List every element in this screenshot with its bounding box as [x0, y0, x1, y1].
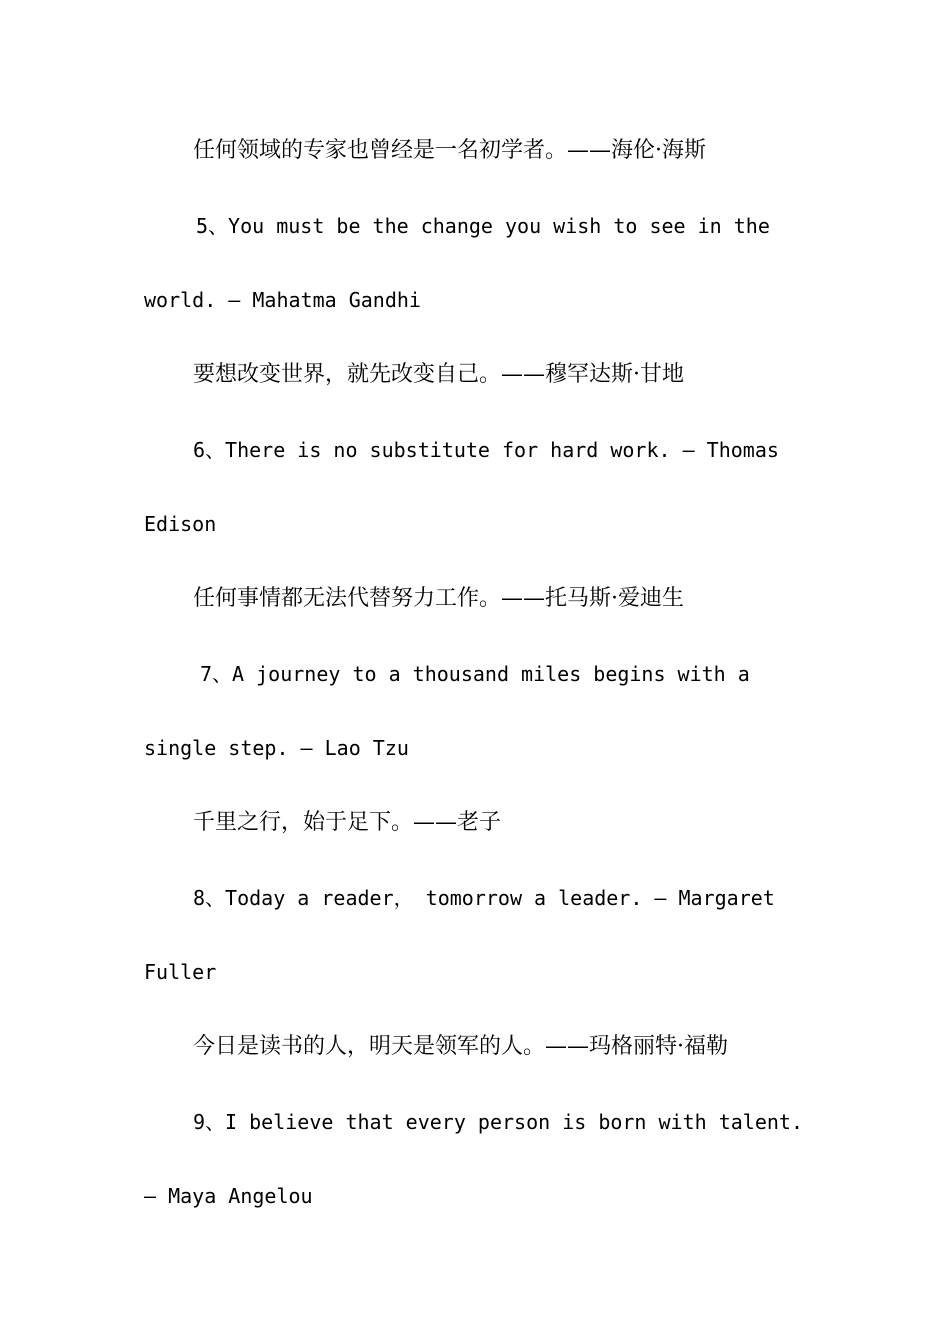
quote-8-english-line-2: Fuller [144, 960, 217, 984]
quote-5-english-line-2: world. – Mahatma Gandhi [144, 288, 421, 312]
quote-4-translation: 任何领域的专家也曾经是一名初学者。——海伦·海斯 [193, 138, 706, 163]
quote-7-english-line-2: single step. – Lao Tzu [144, 736, 409, 760]
quote-8-english-line-1 [193, 888, 805, 908]
quote-9-english-line-2: – Maya Angelou [144, 1184, 313, 1208]
quote-6-english-line-1 [193, 440, 805, 460]
quote-5-english-line-1 [196, 216, 805, 236]
quote-9-english-line-1: 9、I believe that every person is born with talent. [193, 1110, 804, 1134]
quote-8-translation: 今日是读书的人，明天是领军的人。——玛格丽特·福勒 [193, 1034, 728, 1059]
quote-6-english-line-2: Edison [144, 512, 217, 536]
quote-7-english-text-1: 7、A journey to a thousand miles begins with a [200, 662, 750, 686]
quote-5-english-text-1: 5、You must be the change you wish to see in the [196, 214, 770, 238]
quote-6-translation: 任何事情都无法代替努力工作。——托马斯·爱迪生 [193, 586, 684, 611]
quote-7-translation: 千里之行，始于足下。——老子 [193, 810, 502, 835]
quote-8-english-text-1: 8、Today a reader， tomorrow a leader. – Margaret [193, 886, 775, 910]
quote-6-english-text-1: 6、There is no substitute for hard work. – Thomas [193, 438, 779, 462]
quote-7-english-line-1 [200, 664, 805, 684]
quote-5-translation: 要想改变世界，就先改变自己。——穆罕达斯·甘地 [193, 362, 684, 387]
